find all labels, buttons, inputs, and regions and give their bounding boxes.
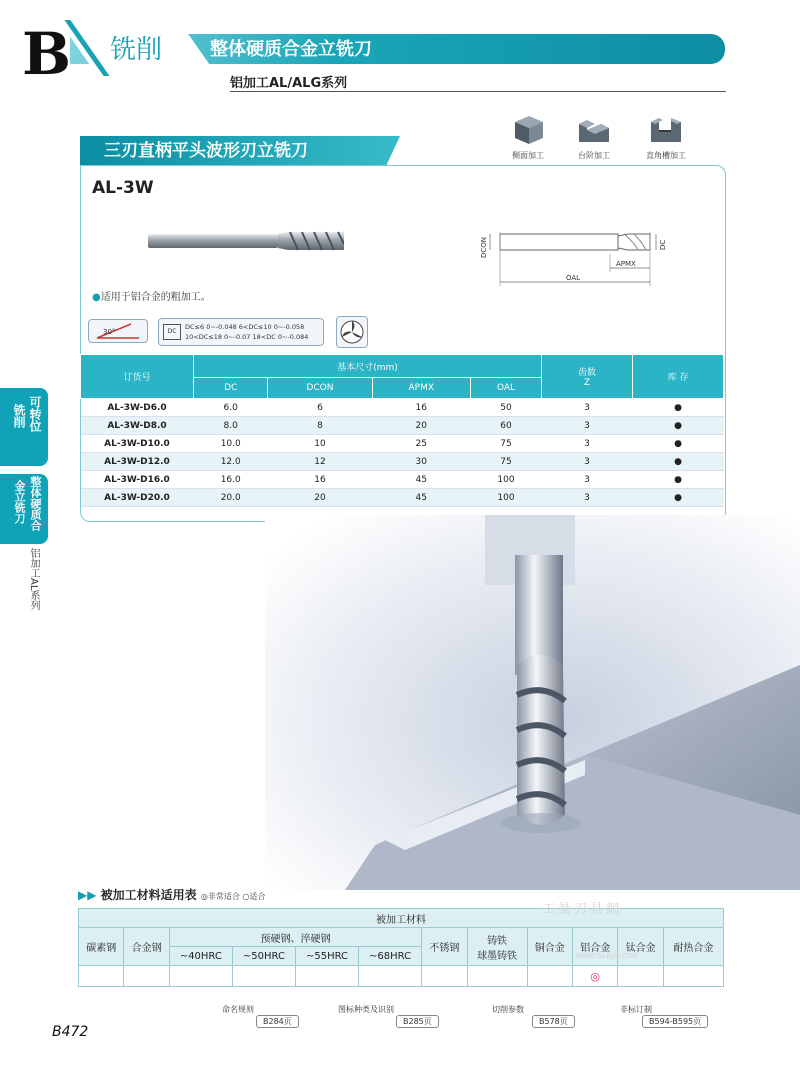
cell-teeth: 3 bbox=[542, 489, 633, 507]
mat-carbon-steel: 碳素钢 bbox=[79, 928, 124, 966]
mat-aluminum: 铝合金 bbox=[573, 928, 618, 966]
cell-oal: 100 bbox=[471, 489, 542, 507]
cell-stock: ● bbox=[633, 435, 724, 453]
dc-label: DC bbox=[659, 239, 667, 250]
cell bbox=[169, 966, 232, 987]
cell-dcon: 6 bbox=[268, 399, 372, 417]
angle-icon bbox=[89, 320, 147, 342]
cell-stock: ● bbox=[633, 489, 724, 507]
cell-code: AL-3W-D12.0 bbox=[81, 453, 194, 471]
section-letter: B bbox=[22, 20, 72, 88]
cell-code: AL-3W-D6.0 bbox=[81, 399, 194, 417]
ref-custom-order[interactable] bbox=[620, 1004, 708, 1028]
op-step-milling bbox=[566, 112, 622, 161]
usage-text: 适用于铝合金的粗加工。 bbox=[100, 292, 211, 303]
table-row bbox=[81, 435, 724, 453]
mat-heat-resistant: 耐热合金 bbox=[663, 928, 723, 966]
aluminum-suitability-mark: ◎ bbox=[573, 966, 618, 987]
cell-code: AL-3W-D10.0 bbox=[81, 435, 194, 453]
category-label: 铣削 bbox=[110, 35, 163, 65]
ref-label: 命名规则 bbox=[222, 1005, 254, 1014]
cell-stock: ● bbox=[633, 471, 724, 489]
cell-oal: 60 bbox=[471, 417, 542, 435]
cell-dc: 20.0 bbox=[194, 489, 268, 507]
cell-teeth: 3 bbox=[542, 417, 633, 435]
hrc-50: ~50HRC bbox=[232, 947, 295, 966]
cell-teeth: 3 bbox=[542, 399, 633, 417]
cell-oal: 75 bbox=[471, 435, 542, 453]
col-dims-group: 基本尺寸(mm) bbox=[194, 355, 542, 378]
col-teeth bbox=[542, 355, 633, 399]
watermark-text: 工量刃具網 bbox=[542, 902, 623, 917]
tolerance-dc-icon: DC bbox=[163, 324, 181, 340]
cell-code: AL-3W-D8.0 bbox=[81, 417, 194, 435]
cell bbox=[359, 966, 422, 987]
three-flute-icon bbox=[336, 316, 368, 348]
cell-oal: 75 bbox=[471, 453, 542, 471]
dimension-diagram bbox=[468, 214, 670, 292]
cell bbox=[467, 966, 527, 987]
teeth-label: 齿数 bbox=[577, 368, 596, 378]
cell bbox=[422, 966, 467, 987]
cell-dc: 6.0 bbox=[194, 399, 268, 417]
apmx-label: APMX bbox=[616, 260, 636, 268]
ref-page[interactable]: B284页 bbox=[256, 1015, 299, 1028]
cell bbox=[618, 966, 663, 987]
col-oal: OAL bbox=[471, 378, 542, 399]
machining-photo bbox=[265, 515, 800, 890]
play-triangle-icon: ▶▶ bbox=[78, 888, 101, 902]
col-dcon: DCON bbox=[268, 378, 372, 399]
materials-header bbox=[78, 886, 265, 903]
spec-table bbox=[80, 354, 724, 507]
hrc-40: ~40HRC bbox=[169, 947, 232, 966]
cell-apmx: 20 bbox=[372, 417, 470, 435]
ref-label: 非标订制 bbox=[620, 1005, 652, 1014]
table-row bbox=[81, 489, 724, 507]
cell-dcon: 20 bbox=[268, 489, 372, 507]
ref-page[interactable]: B285页 bbox=[396, 1015, 439, 1028]
side-tab-solid-carbide[interactable] bbox=[0, 474, 48, 544]
series-subtitle: 铝加工AL/ALG系列 bbox=[230, 76, 348, 91]
teeth-sub: Z bbox=[583, 378, 591, 388]
cell-code: AL-3W-D16.0 bbox=[81, 471, 194, 489]
op-label: 直角槽加工 bbox=[646, 151, 686, 160]
page-title: 整体硬质合金立铣刀 bbox=[210, 39, 372, 60]
cell-dcon: 8 bbox=[268, 417, 372, 435]
tolerance-line-2: 10<DC≤18 0~-0.07 18<DC 0~-0.084 bbox=[185, 333, 309, 341]
hrc-55: ~55HRC bbox=[295, 947, 358, 966]
side-tab1-col1: 可转位 bbox=[28, 396, 42, 432]
end-mill-image bbox=[148, 226, 344, 256]
side-tab2-col2: 金立铣刀 bbox=[13, 480, 26, 524]
side-milling-icon bbox=[509, 112, 547, 146]
watermark-url: WWW.GLRJW.COM bbox=[575, 952, 639, 960]
side-tab2-col1: 整体硬质合 bbox=[29, 476, 42, 531]
cell-apmx: 16 bbox=[372, 399, 470, 417]
cell-teeth: 3 bbox=[542, 453, 633, 471]
page-number: B472 bbox=[52, 1024, 89, 1040]
cell-stock: ● bbox=[633, 399, 724, 417]
mat-cast-iron bbox=[467, 928, 527, 966]
product-title-tip bbox=[386, 136, 400, 166]
table-row bbox=[81, 453, 724, 471]
cell-dcon: 12 bbox=[268, 453, 372, 471]
op-label: 台阶加工 bbox=[578, 151, 610, 160]
subtitle-rule bbox=[230, 91, 726, 92]
model-code: AL-3W bbox=[92, 178, 154, 198]
ref-cutting-params[interactable] bbox=[492, 1004, 575, 1028]
cell bbox=[79, 966, 124, 987]
cell-apmx: 30 bbox=[372, 453, 470, 471]
op-side-milling bbox=[500, 112, 556, 161]
cell-dc: 10.0 bbox=[194, 435, 268, 453]
cast-iron-label: 铸铁 bbox=[487, 935, 508, 947]
mat-alloy-steel: 合金钢 bbox=[124, 928, 169, 966]
oal-label: OAL bbox=[566, 274, 581, 282]
dcon-label: DCON bbox=[480, 236, 488, 258]
cell bbox=[124, 966, 169, 987]
helix-angle-icon bbox=[88, 319, 148, 343]
slot-milling-icon bbox=[647, 112, 685, 146]
cell-apmx: 25 bbox=[372, 435, 470, 453]
cell-dc: 16.0 bbox=[194, 471, 268, 489]
ductile-iron-label: 球墨铸铁 bbox=[477, 950, 518, 962]
cell bbox=[527, 966, 572, 987]
col-order-code: 订货号 bbox=[81, 355, 194, 399]
op-label: 侧面加工 bbox=[512, 151, 544, 160]
step-milling-icon bbox=[575, 112, 613, 146]
cell-apmx: 45 bbox=[372, 489, 470, 507]
hrc-68: ~68HRC bbox=[359, 947, 422, 966]
table-row bbox=[81, 417, 724, 435]
ref-page[interactable]: B594-B595页 bbox=[642, 1015, 708, 1028]
cell-apmx: 45 bbox=[372, 471, 470, 489]
cell-dcon: 16 bbox=[268, 471, 372, 489]
mat-titanium: 钛合金 bbox=[618, 928, 663, 966]
mat-copper: 铜合金 bbox=[527, 928, 572, 966]
ref-naming-rules[interactable] bbox=[222, 1004, 299, 1028]
op-slot-milling bbox=[638, 112, 694, 161]
col-apmx: APMX bbox=[372, 378, 470, 399]
cell bbox=[232, 966, 295, 987]
cell-dc: 8.0 bbox=[194, 417, 268, 435]
cell-oal: 50 bbox=[471, 399, 542, 417]
cell-stock: ● bbox=[633, 453, 724, 471]
mat-stainless: 不锈钢 bbox=[422, 928, 467, 966]
cell-teeth: 3 bbox=[542, 471, 633, 489]
ref-label: 切削参数 bbox=[492, 1005, 524, 1014]
cell bbox=[663, 966, 723, 987]
cell-dc: 12.0 bbox=[194, 453, 268, 471]
angle-label: 30° bbox=[103, 328, 116, 336]
cell-oal: 100 bbox=[471, 471, 542, 489]
cell-stock: ● bbox=[633, 417, 724, 435]
col-dc: DC bbox=[194, 378, 268, 399]
ref-page[interactable]: B578页 bbox=[532, 1015, 575, 1028]
materials-legend: ◎非常适合 ○适合 bbox=[200, 892, 266, 901]
table-row bbox=[81, 399, 724, 417]
cell-teeth: 3 bbox=[542, 435, 633, 453]
usage-note bbox=[92, 288, 211, 303]
bullet-icon: ● bbox=[92, 292, 101, 303]
side-series-label: 铝加工AL系列 bbox=[28, 548, 39, 611]
side-tab-indexable[interactable] bbox=[0, 388, 48, 466]
mat-hardened-steel: 预硬钢、淬硬钢 bbox=[169, 928, 421, 947]
col-stock: 库 存 bbox=[633, 355, 724, 399]
tolerance-box bbox=[158, 318, 324, 346]
cell-dcon: 10 bbox=[268, 435, 372, 453]
materials-table bbox=[78, 908, 724, 987]
materials-top-header: 被加工材料 bbox=[79, 909, 724, 928]
materials-title: 被加工材料适用表 bbox=[100, 888, 197, 902]
product-title: 三刃直柄平头波形刃立铣刀 bbox=[80, 136, 386, 166]
table-row bbox=[81, 471, 724, 489]
cell-code: AL-3W-D20.0 bbox=[81, 489, 194, 507]
side-tab1-col2: 铣削 bbox=[12, 404, 26, 428]
tolerance-line-1: DC≤6 0~-0.048 6<DC≤10 0~-0.058 bbox=[185, 323, 305, 331]
cell bbox=[295, 966, 358, 987]
ref-label: 图标种类及识别 bbox=[338, 1005, 394, 1014]
ref-icon-types[interactable] bbox=[338, 1004, 439, 1028]
